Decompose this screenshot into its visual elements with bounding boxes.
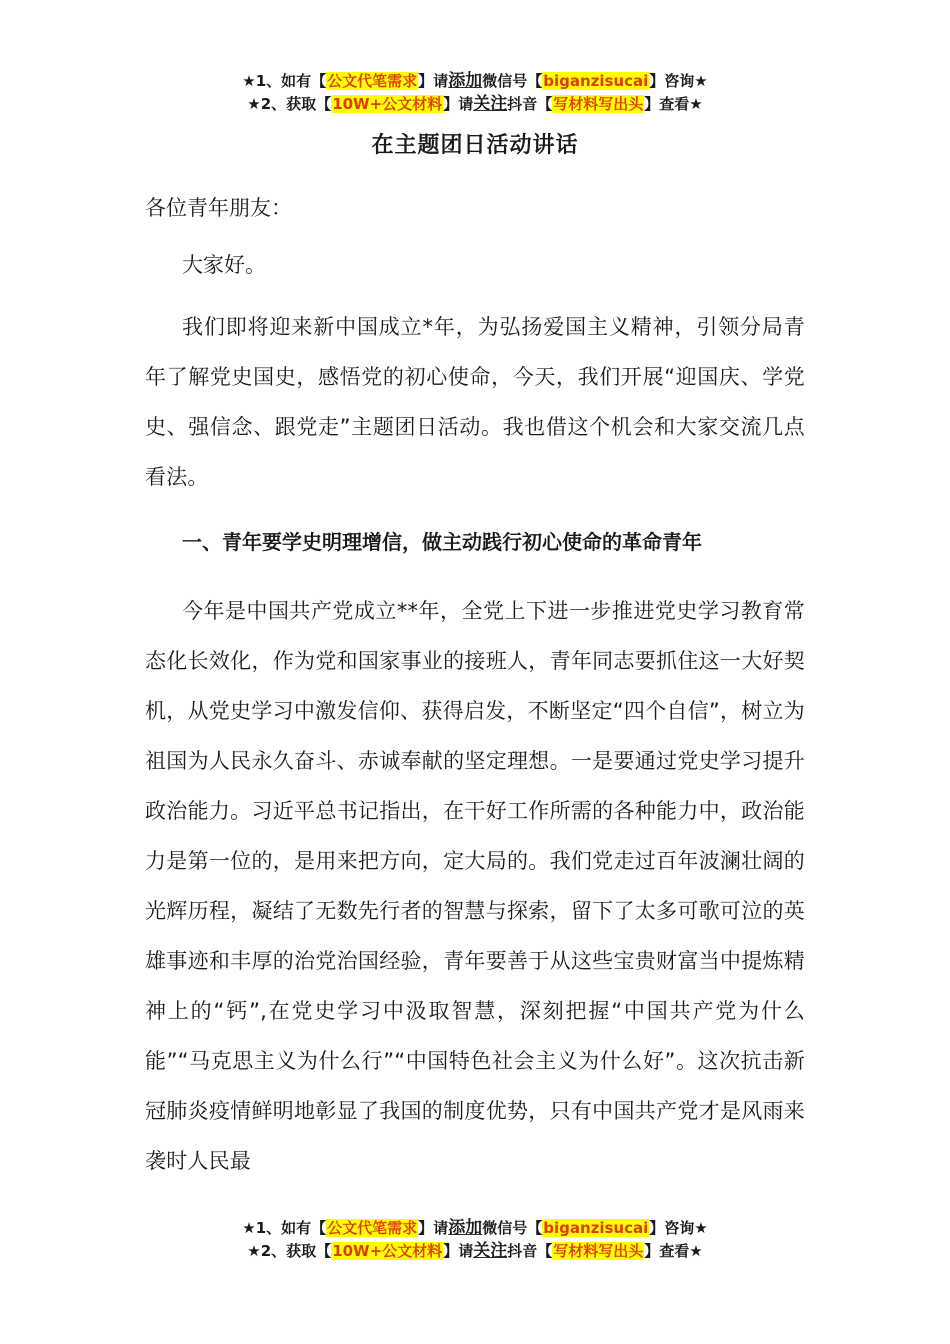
banner-emphasis: 关注 [473, 1241, 508, 1261]
banner-text: ★1、如有【 [242, 1219, 327, 1237]
banner-text: ★2、获取【 [247, 95, 332, 113]
banner-text: 】查看★ [644, 1242, 703, 1260]
highlight-douyin-account: 写材料写出头 [553, 1242, 644, 1260]
highlight-service: 公文代笔需求 [327, 72, 418, 90]
banner-text: 】请 [443, 1242, 474, 1260]
section-1-paragraph: 今年是中国共产党成立**年，全党上下进一步推进党史学习教育常态化长效化，作为党和国家事业的接班人，青年同志要抓住这一大好契机，从党史学习中激发信仰、获得启发，不断坚定“四个自信”，树立为祖国为人民永久奋斗、赤诚奉献的坚定理想。一是要通过党史学习提升政治能力。习近平总书记指出，在干好工作所需的各种能力中，政治能力是第一位的，是用来把方向，定大局的。我们党走过百年波澜壮阔的光辉历程，凝结了无数先行者的智慧与探索，留下了太多可歌可泣的英雄事迹和丰厚的治党治国经验，青年要善于从这些宝贵财富当中提炼精神上的“钙”,在党史学习中汲取智慧，深刻把握“中国共产党为什么能”“马克思主义为什么行”“中国特色社会主义为什么好”。这次抗击新冠肺炎疫情鲜明地彰显了我国的制度优势，只有中国共产党才是风雨来袭时人民最 [145, 599, 805, 1173]
footer-banner [0, 1217, 950, 1263]
banner-text: 】请 [418, 1219, 449, 1237]
section-heading-1: 一、青年要学史明理增信，做主动践行初心使命的革命青年 [182, 530, 702, 554]
banner-text: 】请 [418, 72, 449, 90]
highlight-materials: 10W+公文材料 [332, 1242, 443, 1260]
banner-emphasis: 添加 [448, 1218, 483, 1238]
highlight-wechat-id: biganzisucai [543, 1219, 649, 1237]
banner-text: 】查看★ [644, 95, 703, 113]
banner-text: 抖音【 [507, 95, 553, 113]
banner-text: 微信号【 [482, 1219, 543, 1237]
banner-emphasis: 添加 [448, 71, 483, 91]
banner-text: 】咨询★ [649, 1219, 708, 1237]
header-banner [0, 70, 950, 116]
document-title: 在主题团日活动讲话 [371, 133, 579, 158]
banner-text: ★2、获取【 [247, 1242, 332, 1260]
banner-line-1 [0, 70, 950, 93]
banner-text: 】咨询★ [649, 72, 708, 90]
greeting: 大家好。 [182, 253, 266, 277]
highlight-douyin-account: 写材料写出头 [553, 95, 644, 113]
banner-emphasis: 关注 [473, 94, 508, 114]
banner-text: 抖音【 [507, 1242, 553, 1260]
banner-line-2 [0, 1240, 950, 1263]
highlight-wechat-id: biganzisucai [543, 72, 649, 90]
salutation: 各位青年朋友： [145, 196, 292, 220]
banner-line-2 [0, 93, 950, 116]
banner-text: 微信号【 [482, 72, 543, 90]
highlight-materials: 10W+公文材料 [332, 95, 443, 113]
document-body [145, 188, 805, 1186]
banner-text: 】请 [443, 95, 474, 113]
intro-paragraph: 我们即将迎来新中国成立*年，为弘扬爱国主义精神，引领分局青年了解党史国史，感悟党的初心使命，今天，我们开展“迎国庆、学党史、强信念、跟党走”主题团日活动。我也借这个机会和大家交流几点看法。 [145, 315, 805, 489]
banner-line-1 [0, 1217, 950, 1240]
banner-text: ★1、如有【 [242, 72, 327, 90]
highlight-service: 公文代笔需求 [327, 1219, 418, 1237]
